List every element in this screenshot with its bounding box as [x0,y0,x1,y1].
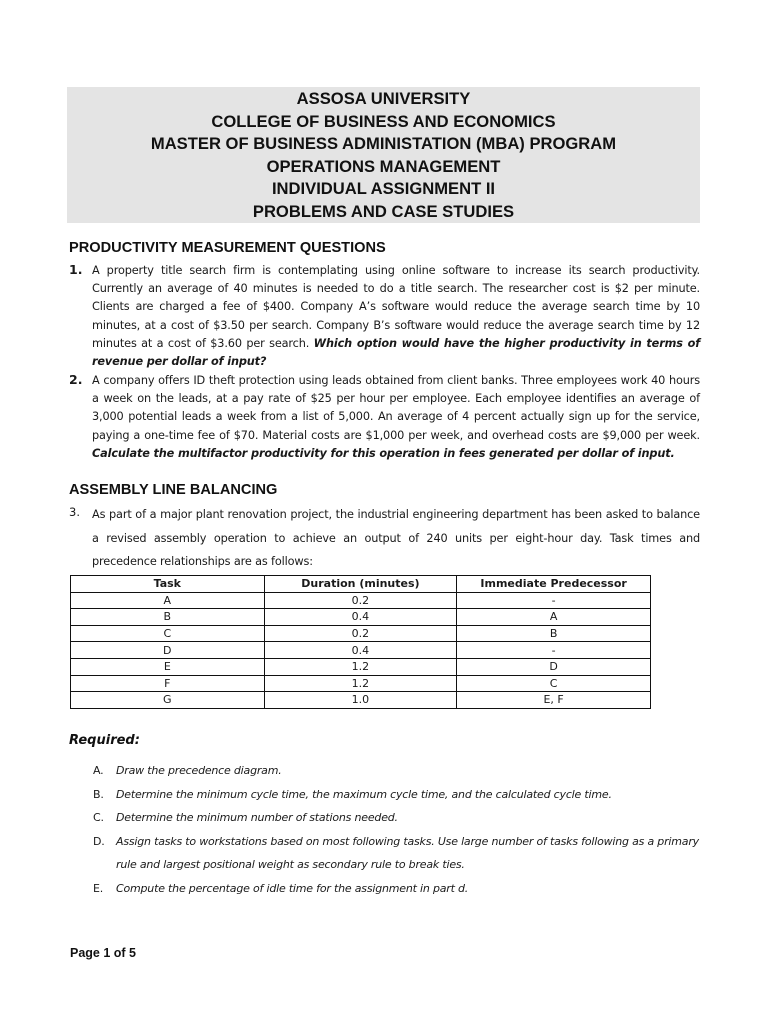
required-item-b [93,783,703,807]
table-row [71,625,651,642]
document-title-block [67,87,700,223]
predecessor-cell: - [457,642,651,659]
item-letter: E. [93,881,104,895]
predecessor-cell: D [457,658,651,675]
duration-cell: 1.2 [264,675,457,692]
predecessor-cell: E, F [457,692,651,709]
predecessor-cell: A [457,609,651,626]
question-emphasis: Calculate the multifactor productivity for this operation in fees generated per dollar of input. [92,446,675,460]
required-item-c [93,806,703,830]
task-cell: D [71,642,265,659]
table-row [71,658,651,675]
item-text: Assign tasks to workstations based on most following tasks. Use large number of tasks following as a primary rule and largest positional weight as secondary rule to break ties. [116,834,699,872]
table-row [71,675,651,692]
predecessor-cell: B [457,625,651,642]
predecessor-cell: - [457,592,651,609]
page-number: Page 1 of 5 [70,946,136,960]
item-letter: A. [93,764,104,777]
task-cell: F [71,675,265,692]
required-item-a [93,759,703,783]
section-heading-assembly: ASSEMBLY LINE BALANCING [69,482,278,498]
question-body [92,262,700,371]
item-text: Determine the minimum cycle time, the maximum cycle time, and the calculated cycle time. [116,787,612,801]
question-number: 2. [69,372,83,387]
item-letter: D. [93,834,105,848]
required-label: Required: [69,733,140,748]
question-number: 3. [69,505,80,519]
item-letter: C. [93,811,104,825]
column-header-duration: Duration (minutes) [264,576,457,593]
duration-cell: 0.2 [264,592,457,609]
required-item-e [93,877,703,901]
duration-cell: 0.2 [264,625,457,642]
assignment-subtitle: PROBLEMS AND CASE STUDIES [252,201,515,221]
task-cell: E [71,658,265,675]
task-cell: A [71,592,265,609]
duration-cell: 0.4 [264,609,457,626]
table-header-row [71,576,651,593]
item-text: Determine the minimum number of stations needed. [116,811,398,825]
task-precedence-table [70,575,651,709]
duration-cell: 0.4 [264,642,457,659]
task-cell: G [71,692,265,709]
item-letter: B. [93,787,104,801]
university-name: ASSOSA UNIVERSITY [296,89,471,108]
question-2 [69,372,700,463]
question-text: A company offers ID theft protection using leads obtained from client banks. Three employees work 40 hours a week on the leads, at a pay rate of $25 per hour per employee. Each employee identifies an average of 3,000 potential leads a week from a list of 5,000. An average of 4 percent actually sign up for the service, paying a one-time fee of $70. Material costs are $1,000 per week, and overhead costs are $9,000 per week. [92,374,700,442]
column-header-predecessor: Immediate Predecessor [457,576,651,593]
question-body [92,372,700,463]
required-item-d [93,830,703,877]
question-text: A property title search firm is contemplating using online software to increase its search productivity. Currently an average of 40 minutes is needed to do a title search. The researcher cost is $2 per minute. Clients are charged a fee of $400. Company A’s software would reduce the average search time by 10 minutes, at a cost of $3.50 per search. Company B’s software would reduce the average search time by 12 minutes at a cost of $3.60 per search. [92,264,700,350]
question-number: 1. [69,262,83,277]
question-emphasis: Which option would have the higher productivity in terms of revenue per dollar of input? [92,336,700,369]
table-row [71,609,651,626]
item-text: Compute the percentage of idle time for the assignment in part d. [116,881,469,895]
predecessor-cell: C [457,675,651,692]
program-name: MASTER OF BUSINESS ADMINISTATION (MBA) PROGRAM [150,134,617,154]
duration-cell: 1.0 [264,692,457,709]
table-row [71,642,651,659]
duration-cell: 1.2 [264,658,457,675]
question-3 [69,503,700,574]
task-cell: C [71,625,265,642]
section-heading-productivity: PRODUCTIVITY MEASUREMENT QUESTIONS [69,240,386,256]
item-text: Draw the precedence diagram. [116,764,282,777]
table-row [71,592,651,609]
required-list [93,759,703,901]
task-cell: B [71,609,265,626]
course-name: OPERATIONS MANAGEMENT [266,156,501,176]
table-row [71,692,651,709]
question-body: As part of a major plant renovation project, the industrial engineering department has been asked to balance a revised assembly operation to achieve an output of 240 units per eight-hour day. Task times and precedence relationships are as follows: [92,508,700,568]
column-header-task: Task [71,576,265,593]
question-1 [69,262,700,371]
college-name: COLLEGE OF BUSINESS AND ECONOMICS [211,111,556,131]
assignment-title: INDIVIDUAL ASSIGNMENT II [271,179,496,199]
